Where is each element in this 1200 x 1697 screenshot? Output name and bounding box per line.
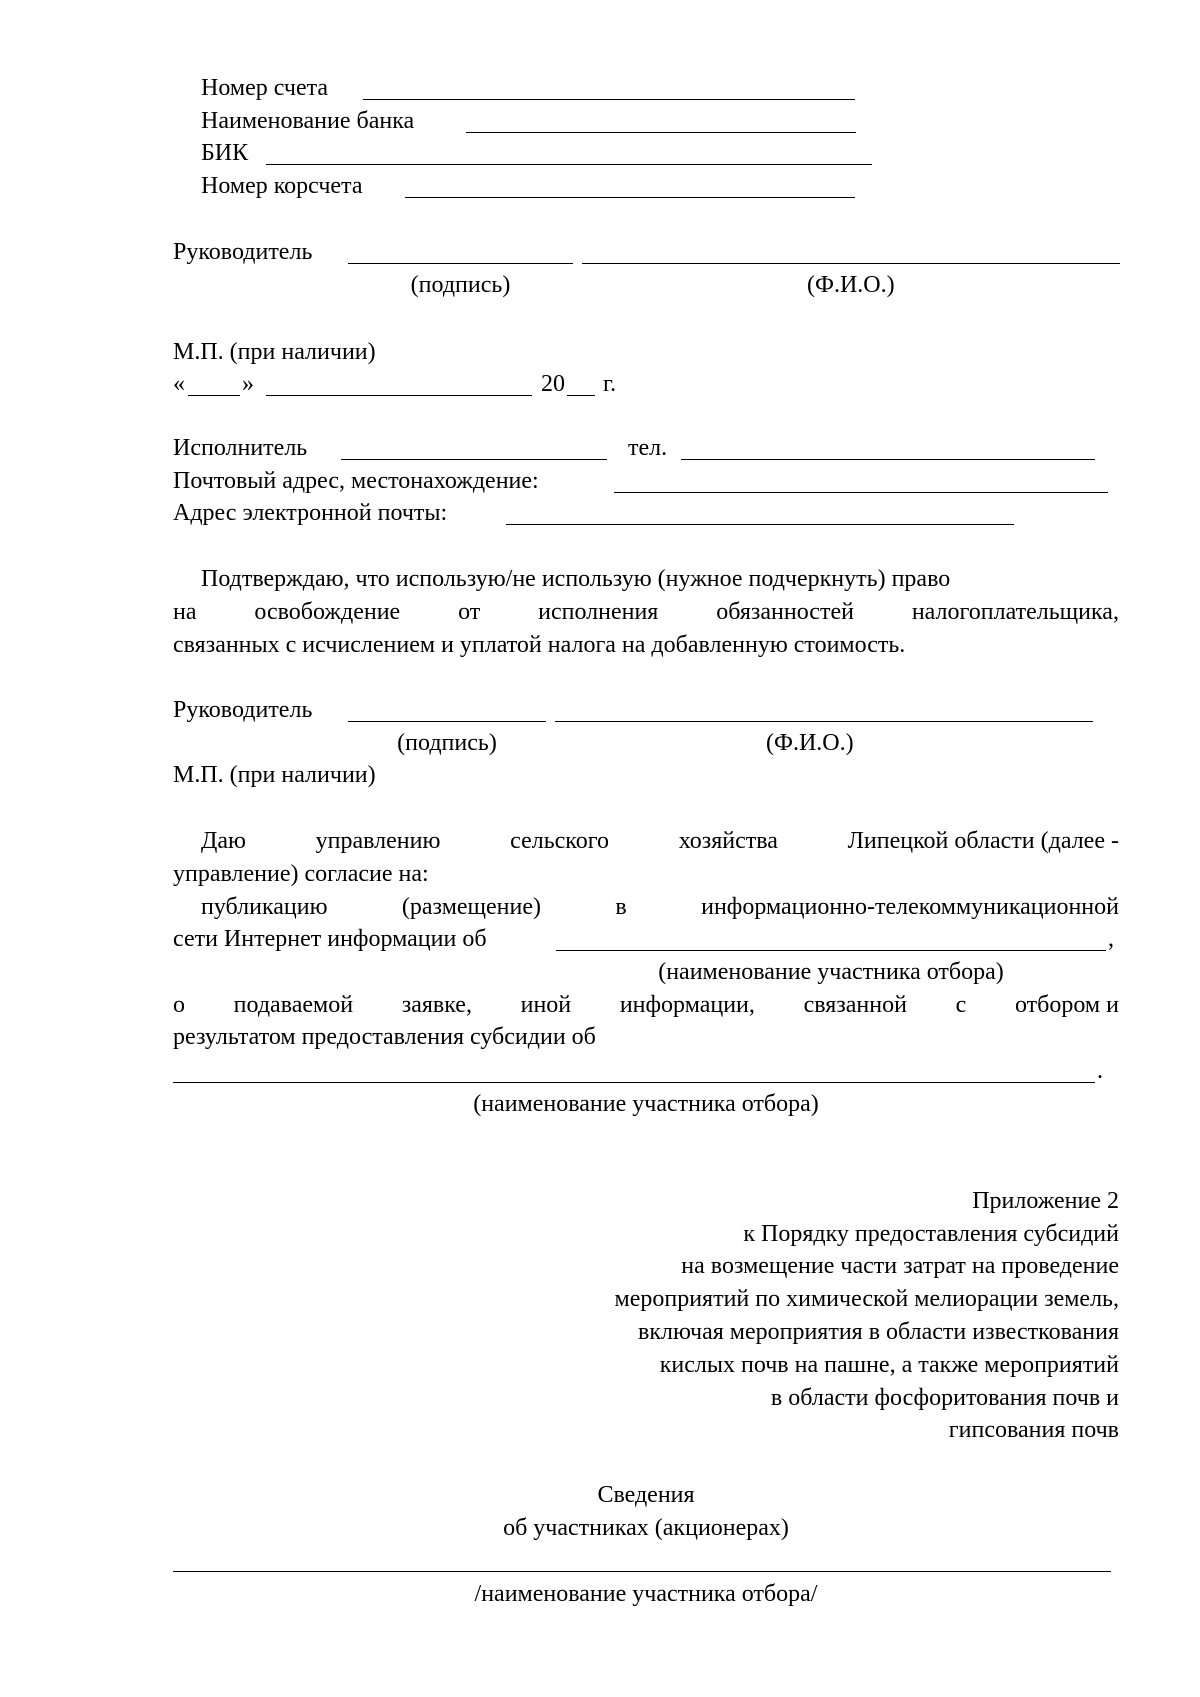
consent-word: хозяйства (678, 828, 778, 854)
appendix-line: Приложение 2 (972, 1188, 1119, 1214)
info-title-line-2: об участниках (акционерах) (503, 1515, 789, 1541)
consent-word: отбором и (1014, 992, 1119, 1018)
email-label: Адрес электронной почты: (173, 500, 448, 526)
bank-name-label: Наименование банка (201, 108, 415, 134)
consent-word: управлению (315, 828, 441, 854)
fio-caption-2: (Ф.И.О.) (766, 730, 854, 756)
consent-word: иной (520, 992, 572, 1018)
confirmation-word: обязанностей (716, 599, 854, 625)
bik-label: БИК (201, 140, 249, 166)
date-year-field[interactable] (567, 395, 595, 396)
appendix-line: к Порядку предоставления субсидий (743, 1221, 1119, 1247)
date-open-quote: « (173, 371, 185, 397)
phone-field[interactable] (681, 459, 1095, 460)
postal-address-field[interactable] (614, 492, 1108, 493)
bank-name-field[interactable] (466, 132, 856, 133)
consent-word: сельского (510, 828, 609, 854)
consent-line-2: управление) согласие на: (173, 861, 429, 887)
consent-word: заявке, (401, 992, 472, 1018)
appendix-line: включая мероприятия в области известкования (638, 1319, 1119, 1345)
signature-caption: (подпись) (410, 272, 511, 298)
participant-caption-2: (наименование участника отбора) (473, 1091, 819, 1117)
phone-label: тел. (628, 435, 668, 461)
consent-line-1 (201, 825, 1119, 857)
appendix-line: в области фосфоритования почв и (770, 1385, 1119, 1411)
consent-line-3 (201, 891, 1119, 923)
participant-name-field-1[interactable] (556, 950, 1106, 951)
appendix-line: мероприятий по химической мелиорации земель, (614, 1286, 1119, 1312)
consent-word: публикацию (201, 894, 328, 920)
participant-caption-1: (наименование участника отбора) (658, 959, 1004, 985)
consent-line-4-label: сети Интернет информации об (173, 926, 487, 952)
confirmation-word: исполнения (538, 599, 659, 625)
signature-caption-2: (подпись) (397, 730, 497, 756)
head-signature-field-2[interactable] (348, 721, 546, 722)
date-day-field[interactable] (188, 395, 240, 396)
executor-label: Исполнитель (173, 435, 308, 461)
confirmation-word: освобождение (254, 599, 401, 625)
confirmation-line-1 (201, 563, 1119, 595)
consent-word: (размещение) (401, 894, 541, 920)
consent-line-6: результатом предоставления субсидии об (173, 1024, 596, 1050)
head-fio-field[interactable] (582, 263, 1120, 264)
consent-word: информации, (619, 992, 755, 1018)
account-number-field[interactable] (363, 99, 855, 100)
corr-account-field[interactable] (405, 197, 855, 198)
consent-word: связанной (803, 992, 907, 1018)
consent-word: Липецкой области (далее - (847, 828, 1119, 854)
head-label: Руководитель (173, 239, 313, 265)
corr-account-label: Номер корсчета (201, 173, 363, 199)
head-signature-field[interactable] (348, 263, 573, 264)
seal-label-2: М.П. (при наличии) (173, 762, 376, 788)
participant-name-field-3[interactable] (173, 1571, 1111, 1572)
confirmation-text-1: Подтверждаю, что использую/не использую (нужное подчеркнуть) право (201, 566, 951, 592)
confirmation-line-2 (173, 596, 1119, 628)
head-fio-field-2[interactable] (555, 721, 1093, 722)
confirmation-word: от (458, 599, 481, 625)
appendix-line: гипсования почв (948, 1417, 1119, 1443)
date-close-quote: » (242, 371, 254, 397)
consent-line-5 (173, 989, 1119, 1021)
year-suffix: г. (603, 371, 617, 397)
postal-address-label: Почтовый адрес, местонахождение: (173, 468, 539, 494)
seal-label: М.П. (при наличии) (173, 339, 376, 365)
consent-word: Даю (201, 828, 246, 854)
bik-field[interactable] (266, 164, 872, 165)
confirmation-word: на (173, 599, 197, 625)
consent-line-7-period: . (1097, 1058, 1103, 1084)
consent-word: информационно-телекоммуникационной (701, 894, 1119, 920)
confirmation-line-3: связанных с исчислением и уплатой налога на добавленную стоимость. (173, 632, 906, 658)
confirmation-word: налогоплательщика, (911, 599, 1119, 625)
fio-caption: (Ф.И.О.) (807, 272, 895, 298)
appendix-line: кислых почв на пашне, а также мероприятий (659, 1352, 1119, 1378)
info-title-line-1: Сведения (597, 1482, 695, 1508)
appendix-line: на возмещение части затрат на проведение (681, 1253, 1119, 1279)
account-number-label: Номер счета (201, 75, 329, 101)
date-month-field[interactable] (266, 395, 532, 396)
consent-word: с (955, 992, 967, 1018)
year-prefix: 20 (541, 371, 565, 397)
email-field[interactable] (506, 524, 1014, 525)
head-label-2: Руководитель (173, 697, 313, 723)
consent-line-4-comma: , (1108, 926, 1114, 952)
consent-word: о (173, 992, 185, 1018)
executor-field[interactable] (341, 459, 607, 460)
consent-word: подаваемой (233, 992, 354, 1018)
participant-name-field-2[interactable] (173, 1082, 1095, 1083)
participant-caption-3: /наименование участника отбора/ (474, 1581, 818, 1607)
consent-word: в (615, 894, 627, 920)
